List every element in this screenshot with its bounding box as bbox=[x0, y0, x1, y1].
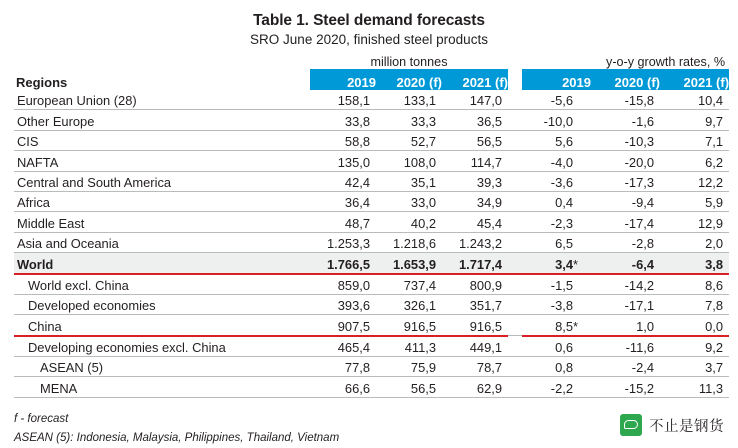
cell-gap bbox=[508, 191, 522, 211]
cell-million-tonnes: 114,7 bbox=[442, 151, 508, 171]
cell-growth-rate: 0,6 bbox=[522, 336, 591, 357]
cell-growth-rate: -1,6 bbox=[591, 110, 660, 130]
cell-gap bbox=[508, 151, 522, 171]
cell-million-tonnes: 449,1 bbox=[442, 336, 508, 357]
footnote-forecast: f - forecast bbox=[14, 412, 69, 425]
cell-million-tonnes: 326,1 bbox=[376, 294, 442, 314]
page-title: Table 1. Steel demand forecasts bbox=[253, 12, 485, 29]
cell-million-tonnes: 907,5 bbox=[310, 315, 376, 336]
cell-gap bbox=[508, 294, 522, 314]
column-header-regions: Regions bbox=[14, 69, 310, 90]
cell-million-tonnes: 393,6 bbox=[310, 294, 376, 314]
table-row bbox=[14, 171, 729, 191]
cell-gap bbox=[508, 315, 522, 336]
table-row bbox=[14, 294, 729, 314]
table-row bbox=[14, 232, 729, 252]
steel-demand-table bbox=[14, 55, 729, 398]
cell-million-tonnes: 737,4 bbox=[376, 274, 442, 295]
cell-growth-rate: 12,2 bbox=[660, 171, 729, 191]
footnotes bbox=[14, 410, 724, 448]
cell-gap bbox=[508, 110, 522, 130]
cell-gap bbox=[508, 357, 522, 377]
cell-growth-rate: 9,2 bbox=[660, 336, 729, 357]
cell-growth-rate: 6,5 bbox=[522, 232, 591, 252]
cell-million-tonnes: 1.717,4 bbox=[442, 253, 508, 274]
group-header-million-tonnes: million tonnes bbox=[310, 55, 508, 69]
group-header-gap bbox=[508, 55, 522, 69]
cell-million-tonnes: 77,8 bbox=[310, 357, 376, 377]
cell-growth-rate: -10,3 bbox=[591, 130, 660, 150]
table-row bbox=[14, 253, 729, 274]
cell-million-tonnes: 45,4 bbox=[442, 212, 508, 232]
cell-million-tonnes: 39,3 bbox=[442, 171, 508, 191]
cell-growth-rate: -2,8 bbox=[591, 232, 660, 252]
cell-growth-rate: 5,6 bbox=[522, 130, 591, 150]
cell-growth-rate bbox=[522, 315, 591, 336]
cell-growth-rate bbox=[522, 253, 591, 274]
cell-million-tonnes: 42,4 bbox=[310, 171, 376, 191]
cell-gap bbox=[508, 377, 522, 397]
cell-million-tonnes: 147,0 bbox=[442, 90, 508, 110]
cell-million-tonnes: 859,0 bbox=[310, 274, 376, 295]
table-row bbox=[14, 110, 729, 130]
cell-growth-rate: 0,4 bbox=[522, 191, 591, 211]
column-header-spacer bbox=[508, 69, 522, 90]
cell-growth-rate: 0,8 bbox=[522, 357, 591, 377]
cell-million-tonnes: 56,5 bbox=[442, 130, 508, 150]
table-row bbox=[14, 315, 729, 336]
cell-million-tonnes: 33,3 bbox=[376, 110, 442, 130]
cell-growth-rate: 12,9 bbox=[660, 212, 729, 232]
cell-growth-rate: -14,2 bbox=[591, 274, 660, 295]
cell-growth-rate: -17,4 bbox=[591, 212, 660, 232]
cell-million-tonnes: 66,6 bbox=[310, 377, 376, 397]
cell-million-tonnes: 36,5 bbox=[442, 110, 508, 130]
cell-growth-rate: 11,3 bbox=[660, 377, 729, 397]
table-row bbox=[14, 90, 729, 110]
cell-growth-rate: 6,2 bbox=[660, 151, 729, 171]
row-label: China bbox=[14, 315, 310, 336]
row-label: Asia and Oceania bbox=[14, 232, 310, 252]
cell-growth-rate: 3,8 bbox=[660, 253, 729, 274]
cell-growth-rate: 3,7 bbox=[660, 357, 729, 377]
cell-million-tonnes: 158,1 bbox=[310, 90, 376, 110]
cell-gap bbox=[508, 130, 522, 150]
table-row bbox=[14, 151, 729, 171]
table-row bbox=[14, 274, 729, 295]
cell-growth-rate: -3,8 bbox=[522, 294, 591, 314]
cell-growth-rate: 7,1 bbox=[660, 130, 729, 150]
cell-growth-rate: -2,4 bbox=[591, 357, 660, 377]
cell-million-tonnes: 33,0 bbox=[376, 191, 442, 211]
cell-million-tonnes: 48,7 bbox=[310, 212, 376, 232]
cell-growth-rate: -2,2 bbox=[522, 377, 591, 397]
cell-growth-rate: 5,9 bbox=[660, 191, 729, 211]
row-label: World bbox=[14, 253, 310, 274]
row-label: MENA bbox=[14, 377, 310, 397]
cell-growth-rate: -2,3 bbox=[522, 212, 591, 232]
cell-growth-rate: -6,4 bbox=[591, 253, 660, 274]
column-header-gr-2021f: 2021 (f) bbox=[660, 69, 729, 90]
cell-million-tonnes: 1.218,6 bbox=[376, 232, 442, 252]
cell-million-tonnes: 58,8 bbox=[310, 130, 376, 150]
cell-growth-rate: 8,6 bbox=[660, 274, 729, 295]
table-row bbox=[14, 130, 729, 150]
group-header-empty bbox=[14, 55, 310, 69]
cell-million-tonnes: 916,5 bbox=[442, 315, 508, 336]
table-column-header-row bbox=[14, 69, 729, 90]
cell-gap bbox=[508, 232, 522, 252]
cell-growth-rate: -17,3 bbox=[591, 171, 660, 191]
column-header-mt-2021f: 2021 (f) bbox=[442, 69, 508, 90]
table-row bbox=[14, 357, 729, 377]
cell-million-tonnes: 56,5 bbox=[376, 377, 442, 397]
cell-growth-rate: -3,6 bbox=[522, 171, 591, 191]
row-label: Africa bbox=[14, 191, 310, 211]
column-header-gr-2020f: 2020 (f) bbox=[591, 69, 660, 90]
cell-million-tonnes: 78,7 bbox=[442, 357, 508, 377]
cell-growth-rate: 10,4 bbox=[660, 90, 729, 110]
cell-million-tonnes: 800,9 bbox=[442, 274, 508, 295]
cell-growth-rate: -4,0 bbox=[522, 151, 591, 171]
wechat-account-icon bbox=[620, 414, 642, 436]
cell-million-tonnes: 34,9 bbox=[442, 191, 508, 211]
cell-growth-rate: -20,0 bbox=[591, 151, 660, 171]
cell-million-tonnes: 1.243,2 bbox=[442, 232, 508, 252]
table-group-header-row bbox=[14, 55, 729, 69]
row-label: Middle East bbox=[14, 212, 310, 232]
cell-growth-rate: -15,2 bbox=[591, 377, 660, 397]
table-body bbox=[14, 90, 729, 397]
column-header-mt-2020f: 2020 (f) bbox=[376, 69, 442, 90]
cell-growth-rate: -10,0 bbox=[522, 110, 591, 130]
footnote-star-marker: * bbox=[573, 256, 579, 272]
cell-million-tonnes: 40,2 bbox=[376, 212, 442, 232]
row-label: Developing economies excl. China bbox=[14, 336, 310, 357]
cell-million-tonnes: 33,8 bbox=[310, 110, 376, 130]
footnote-asean: ASEAN (5): Indonesia, Malaysia, Philippines, Thailand, Vietnam bbox=[14, 431, 340, 444]
cell-growth-rate-value: 3,4 bbox=[555, 256, 573, 272]
watermark-text: 不止是钢货 bbox=[649, 418, 724, 435]
table-row bbox=[14, 212, 729, 232]
cell-million-tonnes: 133,1 bbox=[376, 90, 442, 110]
cell-growth-rate: -1,5 bbox=[522, 274, 591, 295]
cell-million-tonnes: 52,7 bbox=[376, 130, 442, 150]
cell-million-tonnes: 411,3 bbox=[376, 336, 442, 357]
cell-million-tonnes: 35,1 bbox=[376, 171, 442, 191]
page-subtitle: SRO June 2020, finished steel products bbox=[250, 32, 488, 47]
cell-growth-rate: 9,7 bbox=[660, 110, 729, 130]
cell-gap bbox=[508, 274, 522, 295]
row-label: Developed economies bbox=[14, 294, 310, 314]
cell-growth-rate: 1,0 bbox=[591, 315, 660, 336]
row-label: World excl. China bbox=[14, 274, 310, 295]
cell-gap bbox=[508, 336, 522, 357]
column-header-mt-2019: 2019 bbox=[310, 69, 376, 90]
cell-growth-rate: 0,0 bbox=[660, 315, 729, 336]
cell-gap bbox=[508, 90, 522, 110]
cell-growth-rate: 7,8 bbox=[660, 294, 729, 314]
cell-million-tonnes: 1.766,5 bbox=[310, 253, 376, 274]
column-header-gr-2019: 2019 bbox=[522, 69, 591, 90]
cell-growth-rate: -9,4 bbox=[591, 191, 660, 211]
cell-million-tonnes: 916,5 bbox=[376, 315, 442, 336]
cell-gap bbox=[508, 253, 522, 274]
group-header-growth-rates: y-o-y growth rates, % bbox=[606, 55, 726, 69]
cell-million-tonnes: 135,0 bbox=[310, 151, 376, 171]
cell-gap bbox=[508, 171, 522, 191]
cell-growth-rate: 2,0 bbox=[660, 232, 729, 252]
cell-growth-rate-value: 8,5 bbox=[555, 318, 573, 334]
row-label: ASEAN (5) bbox=[14, 357, 310, 377]
row-label: NAFTA bbox=[14, 151, 310, 171]
cell-growth-rate: -5,6 bbox=[522, 90, 591, 110]
row-label: Other Europe bbox=[14, 110, 310, 130]
row-label: Central and South America bbox=[14, 171, 310, 191]
cell-growth-rate: -17,1 bbox=[591, 294, 660, 314]
watermark bbox=[620, 414, 724, 436]
cell-growth-rate: -15,8 bbox=[591, 90, 660, 110]
cell-growth-rate: -11,6 bbox=[591, 336, 660, 357]
row-label: European Union (28) bbox=[14, 90, 310, 110]
table-row bbox=[14, 191, 729, 211]
cell-million-tonnes: 351,7 bbox=[442, 294, 508, 314]
cell-million-tonnes: 36,4 bbox=[310, 191, 376, 211]
cell-million-tonnes: 108,0 bbox=[376, 151, 442, 171]
table-row bbox=[14, 377, 729, 397]
table-row bbox=[14, 336, 729, 357]
footnote-star-marker: * bbox=[573, 318, 579, 334]
row-label: CIS bbox=[14, 130, 310, 150]
cell-million-tonnes: 62,9 bbox=[442, 377, 508, 397]
cell-million-tonnes: 1.653,9 bbox=[376, 253, 442, 274]
cell-million-tonnes: 1.253,3 bbox=[310, 232, 376, 252]
cell-gap bbox=[508, 212, 522, 232]
cell-million-tonnes: 465,4 bbox=[310, 336, 376, 357]
cell-million-tonnes: 75,9 bbox=[376, 357, 442, 377]
